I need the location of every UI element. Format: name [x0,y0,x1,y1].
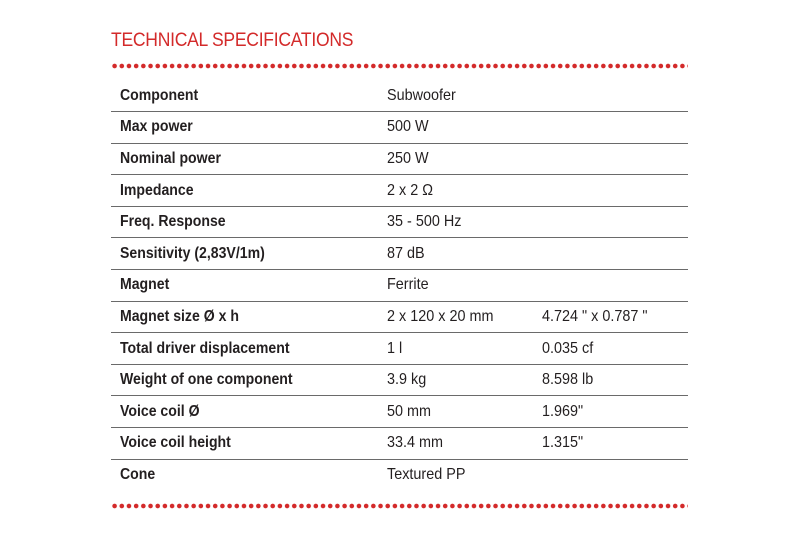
spec-label-cell [111,175,387,207]
spec-metric-value: 250 W [387,149,429,167]
spec-imperial-value-cell [542,301,688,333]
spec-row [111,364,688,396]
spec-imperial-value-cell [542,175,688,207]
spec-row [111,175,688,207]
spec-metric-value-cell [387,112,542,144]
spec-metric-value: 2 x 120 x 20 mm [387,307,494,325]
spec-label: Weight of one component [120,371,293,389]
spec-imperial-value-cell [542,333,688,365]
spec-imperial-value: 4.724 ʺ x 0.787 ʺ [542,307,648,325]
spec-label: Nominal power [120,149,221,167]
spec-row [111,301,688,333]
spec-label: Impedance [120,181,194,199]
spec-imperial-value-cell [542,428,688,460]
spec-label-cell [111,143,387,175]
spec-metric-value-cell [387,206,542,238]
spec-label-cell [111,333,387,365]
spec-label-cell [111,112,387,144]
spec-label-cell [111,459,387,491]
spec-imperial-value-cell [542,80,688,112]
spec-label-cell [111,206,387,238]
spec-metric-value: 50 mm [387,402,432,420]
spec-row [111,270,688,302]
spec-metric-value-cell [387,428,542,460]
spec-row [111,333,688,365]
spec-label-cell [111,238,387,270]
spec-label: Voice coil Ø [120,402,200,420]
dotted-divider-top [111,63,688,69]
spec-label: Magnet [120,276,170,294]
spec-row [111,396,688,428]
spec-label-cell [111,364,387,396]
specifications-table [111,80,688,491]
spec-label: Freq. Response [120,213,226,231]
spec-label: Voice coil height [120,434,231,452]
spec-label: Component [120,86,199,104]
spec-row [111,238,688,270]
spec-metric-value: 35 - 500 Hz [387,213,462,231]
spec-imperial-value-cell [542,112,688,144]
spec-imperial-value-cell [542,270,688,302]
spec-metric-value-cell [387,238,542,270]
spec-imperial-value-cell [542,396,688,428]
spec-metric-value-cell [387,364,542,396]
spec-imperial-value: 0.035 cf [542,339,594,357]
spec-metric-value: Textured PP [387,466,466,484]
spec-label: Sensitivity (2,83V/1m) [120,244,265,262]
spec-metric-value-cell [387,270,542,302]
spec-label-cell [111,428,387,460]
spec-row [111,80,688,112]
spec-label-cell [111,80,387,112]
spec-label-cell [111,270,387,302]
spec-label-cell [111,301,387,333]
spec-label: Total driver displacement [120,339,290,357]
spec-metric-value: 87 dB [387,244,425,262]
spec-metric-value-cell [387,301,542,333]
spec-row [111,143,688,175]
spec-metric-value: 2 x 2 Ω [387,181,433,199]
spec-label: Cone [120,466,156,484]
spec-label: Max power [120,118,193,136]
spec-metric-value: 500 W [387,118,429,136]
specifications-table-body [111,80,688,491]
spec-metric-value-cell [387,396,542,428]
spec-imperial-value-cell [542,238,688,270]
spec-imperial-value-cell [542,459,688,491]
page-title: TECHNICAL SPECIFICATIONS [111,29,354,51]
spec-metric-value: Subwoofer [387,86,456,104]
spec-row [111,459,688,491]
spec-metric-value: 33.4 mm [387,434,444,452]
spec-metric-value-cell [387,459,542,491]
spec-metric-value-cell [387,175,542,207]
spec-imperial-value: 1.315ʺ [542,434,584,452]
spec-row [111,112,688,144]
spec-imperial-value: 8.598 lb [542,371,594,389]
spec-metric-value-cell [387,80,542,112]
spec-imperial-value-cell [542,206,688,238]
spec-row [111,206,688,238]
spec-imperial-value-cell [542,143,688,175]
spec-metric-value-cell [387,333,542,365]
spec-metric-value: Ferrite [387,276,429,294]
spec-metric-value: 3.9 kg [387,371,427,389]
dotted-divider-bottom [111,503,688,509]
spec-label: Magnet size Ø x h [120,307,239,325]
spec-imperial-value-cell [542,364,688,396]
spec-imperial-value: 1.969ʺ [542,402,584,420]
spec-metric-value-cell [387,143,542,175]
spec-label-cell [111,396,387,428]
spec-metric-value: 1 l [387,339,403,357]
spec-row [111,428,688,460]
